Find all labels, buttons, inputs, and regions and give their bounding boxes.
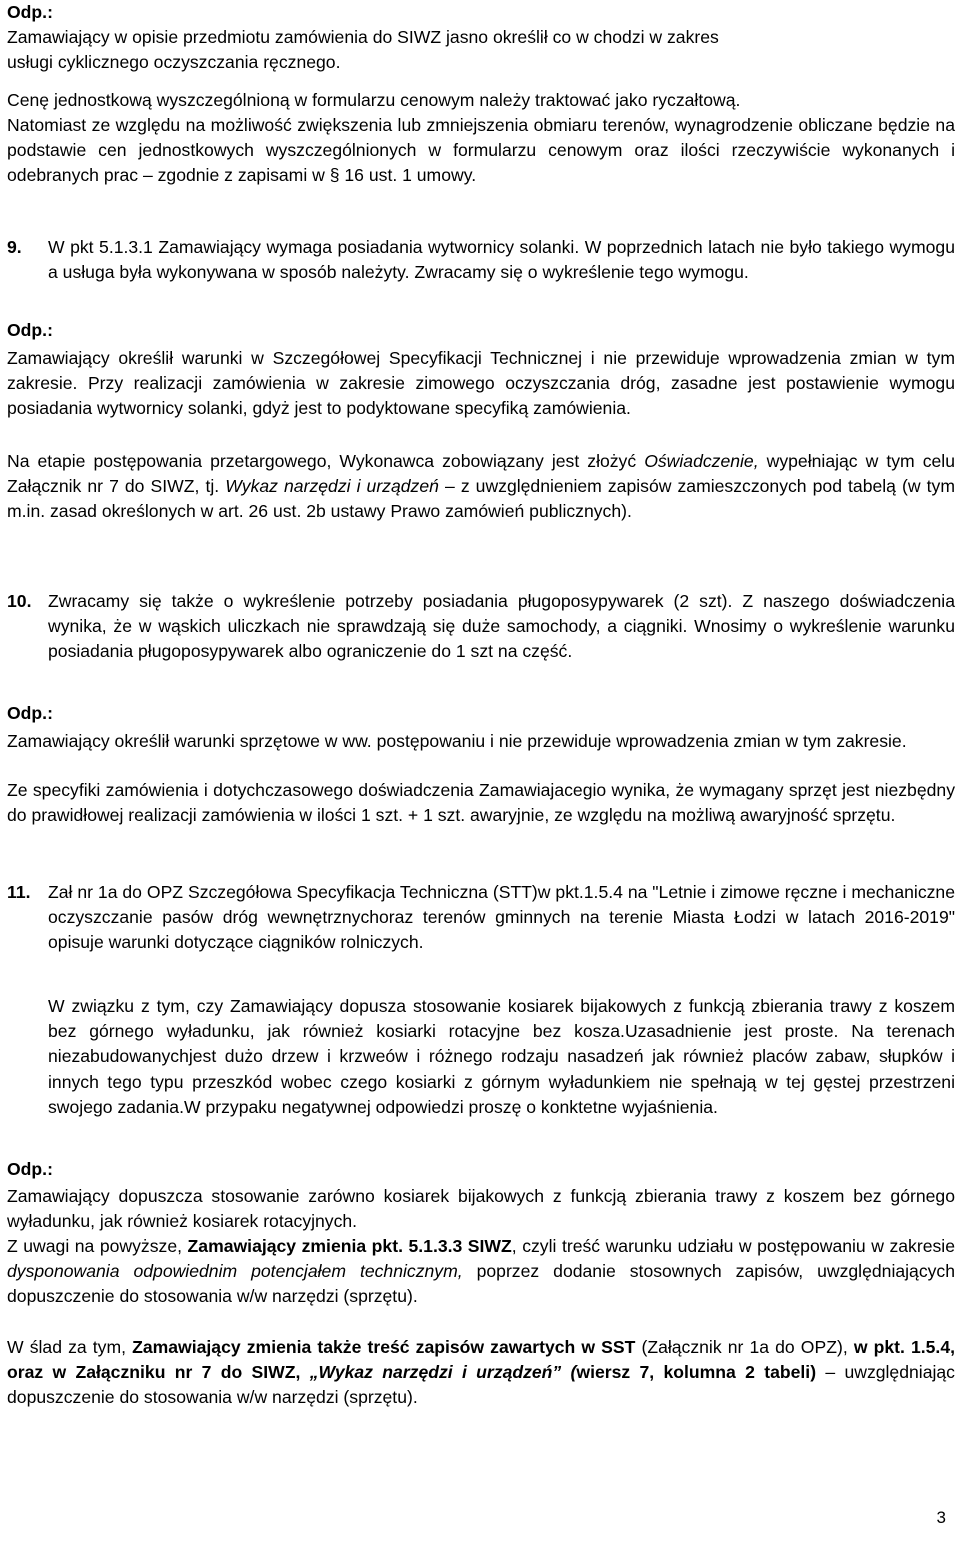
item-number: 11. (7, 882, 31, 902)
question-10: Zwracamy się także o wykreślenie potrzeby posiadania pługoposypywarek (2 szt). Z naszego doświadczenia wynika, że w wąskich uliczkach nie sprawdzają się duże samochody, a ciągniki. Wnosimy o wykreślenie warunku posiadania pługoposypywarek albo ograniczenie do 1 szt na część. (48, 591, 955, 662)
item-number: 9. (7, 237, 22, 257)
answer-label: Odp.: (7, 320, 53, 340)
page-number: 3 (936, 1508, 946, 1527)
paragraph-line: usługi cyklicznego oczyszczania ręcznego. (7, 52, 341, 73)
answer-label: Odp.: (7, 1159, 53, 1179)
answer-11-paragraph: Zamawiający dopuszcza stosowanie zarówno kosiarek bijakowych z funkcją zbierania trawy z koszem bez górnego wyładunku, jak również kosiarek rotacyjnych. (7, 1186, 955, 1232)
paragraph-line: Zamawiający w opisie przedmiotu zamówienia do SIWZ jasno określił co w chodzi w zakres (7, 27, 719, 47)
question-11-paragraph: Zał nr 1a do OPZ Szczegółowa Specyfikacja Techniczna (STT)w pkt.1.5.4 na "Letnie i zimowe ręczne i mechaniczne oczyszczanie pasów dróg wewnętrznychoraz terenów gminnych na terenie Miasta Łodzi w latach 2016-2019" opisuje warunki dotyczące ciągników rolniczych. (48, 882, 955, 953)
answer-10-paragraph: Ze specyfiki zamówienia i dotychczasowego doświadczenia Zamawiajacegio wynika, że wymagany sprzęt jest niezbędny do prawidłowej realizacji zamówienia w ilości 1 szt. + 1 szt. awaryjnie, ze względu na możliwą awaryjność sprzętu. (7, 780, 955, 826)
answer-9-paragraph: Na etapie postępowania przetargowego, Wykonawca zobowiązany jest złożyć Oświadczenie, wypełniając w tym celu Załącznik nr 7 do SIWZ, tj. Wykaz narzędzi i urządzeń – z uwzględnieniem zapisów zamieszczonych pod tabelą (w tym m.in. zasad określonych w art. 26 ust. 2b ustawy Prawo zamówień publicznych). (7, 451, 956, 522)
answer-11-paragraph: W ślad za tym, Zamawiający zmienia także treść zapisów zawartych w SST (Załącznik nr 1a do OPZ), w pkt. 1.5.4, oraz w Załączniku nr 7 do SIWZ, „Wykaz narzędzi i urządzeń” (wiersz 7, kolumna 2 tabeli) – uwzględniając dopuszczenie do stosowania w/w narzędzi (sprzętu). (7, 1337, 955, 1408)
question-11-paragraph: W związku z tym, czy Zamawiający dopusza stosowanie kosiarek bijakowych z funkcją zbierania trawy z koszem bez górnego wyładunku, jak również kosiarki rotacyjne bez kosza.Uzasadnienie jest proste. Na terenach niezabudowanychjest dużo drzew i krzweów i różnego rodzaju nasadzeń jak również placów zabaw, słupków i innych tego typu przeszkód wobec czego kosiarki z górnym wyładunkiem nie spełnają w tej gęstej przestrzeni swojego zadania.W przypaku negatywnej odpowiedzi proszę o konktetne wyjaśnienia. (48, 996, 955, 1117)
paragraph: Cenę jednostkową wyszczególnioną w formularzu cenowym należy traktować jako ryczałtową. (7, 90, 741, 110)
answer-label: Odp.: (7, 2, 53, 22)
question-9: W pkt 5.1.3.1 Zamawiający wymaga posiadania wytwornicy solanki. W poprzednich latach nie było takiego wymogu a usługa była wykonywana w sposób należyty. Zwracamy się o wykreślenie tego wymogu. (48, 237, 955, 283)
answer-11-paragraph: Z uwagi na powyższe, Zamawiający zmienia pkt. 5.1.3.3 SIWZ, czyli treść warunku udziału w postępowaniu w zakresie dysponowania odpowiednim potencjałem technicznym, poprzez dodanie stosownych zapisów, uwzględniających dopuszczenie do stosowania w/w narzędzi (sprzętu). (7, 1236, 956, 1307)
answer-9-paragraph: Zamawiający określił warunki w Szczegółowej Specyfikacji Technicznej i nie przewiduje wprowadzenia zmian w tym zakresie. Przy realizacji zamówienia w zakresie zimowego oczyszczania dróg, zasadne jest postawienie wymogu posiadania wytwornicy solanki, gdyż jest to podyktowane specyfiką zamówienia. (7, 348, 955, 419)
paragraph (7, 25, 955, 75)
paragraph: Natomiast ze względu na możliwość zwiększenia lub zmniejszenia obmiaru terenów, wynagrodzenie obliczane będzie na podstawie cen jednostkowych wyszczególnionych w formularzu cenowym oraz ilości rzeczywiście wykonanych i odebranych prac – zgodnie z zapisami w § 16 ust. 1 umowy. (7, 115, 955, 186)
answer-10-paragraph: Zamawiający określił warunki sprzętowe w ww. postępowaniu i nie przewiduje wprowadzenia zmian w tym zakresie. (7, 731, 907, 751)
answer-label: Odp.: (7, 703, 53, 723)
item-number: 10. (7, 591, 32, 611)
